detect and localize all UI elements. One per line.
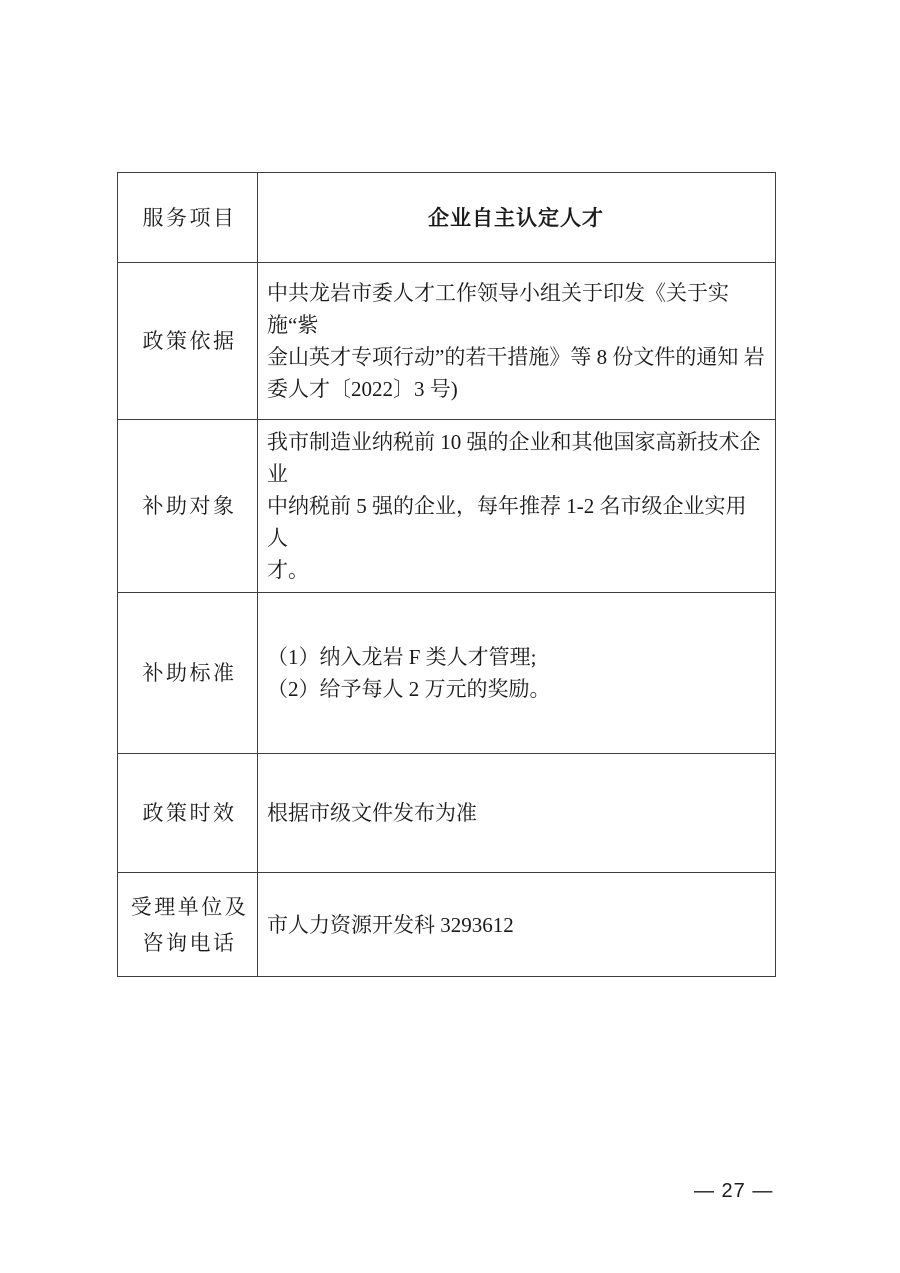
row-content-subsidy-target [258, 420, 776, 593]
text-line: （1）纳入龙岩 F 类人才管理; [267, 645, 537, 669]
text-line: 补助标准 [142, 661, 237, 685]
text-line: 委人才〔2022〕3 号) [267, 377, 458, 401]
row-label-policy-validity [118, 754, 258, 873]
text-line: 中纳税前 5 强的企业，每年推荐 1-2 名市级企业实用人 [267, 494, 747, 550]
text-line: 我市制造业纳税前 10 强的企业和其他国家高新技术企业 [267, 430, 761, 486]
row-label-subsidy-target [118, 420, 258, 593]
service-info-table [117, 172, 776, 977]
text-line: 才。 [267, 558, 309, 582]
row-content-policy-basis [258, 263, 776, 420]
text-line: 企业自主认定人才 [428, 205, 604, 230]
row-label-accepting-unit [118, 873, 258, 977]
row-label-policy-basis [118, 263, 258, 420]
table-row-subsidy-standard [118, 593, 776, 754]
text-line: 金山英才专项行动”的若干措施》等 8 份文件的通知 岩 [267, 345, 765, 369]
text-line: 根据市级文件发布为准 [267, 801, 477, 825]
table-row-accepting-unit [118, 873, 776, 977]
text-line: （2）给予每人 2 万元的奖励。 [267, 677, 551, 701]
text-line: 政策依据 [142, 329, 237, 353]
row-label-service-item [118, 173, 258, 263]
row-content-subsidy-standard [258, 593, 776, 754]
text-line: 中共龙岩市委人才工作领导小组关于印发《关于实施“紫 [267, 281, 729, 337]
page-number: — 27 — [694, 1180, 774, 1202]
table-row-subsidy-target [118, 420, 776, 593]
row-content-service-item [258, 173, 776, 263]
table-row-policy-basis [118, 263, 776, 420]
text-line: 受理单位及 [130, 894, 249, 919]
text-line: 补助对象 [142, 494, 237, 518]
text-line: 咨询电话 [142, 930, 237, 955]
table-row-policy-validity [118, 754, 776, 873]
text-line: 服务项目 [142, 205, 237, 230]
text-line: 政策时效 [142, 801, 237, 825]
row-content-accepting-unit [258, 873, 776, 977]
table-row-service-item [118, 173, 776, 263]
row-label-subsidy-standard [118, 593, 258, 754]
text-line: 市人力资源开发科 3293612 [267, 912, 514, 937]
row-content-policy-validity [258, 754, 776, 873]
